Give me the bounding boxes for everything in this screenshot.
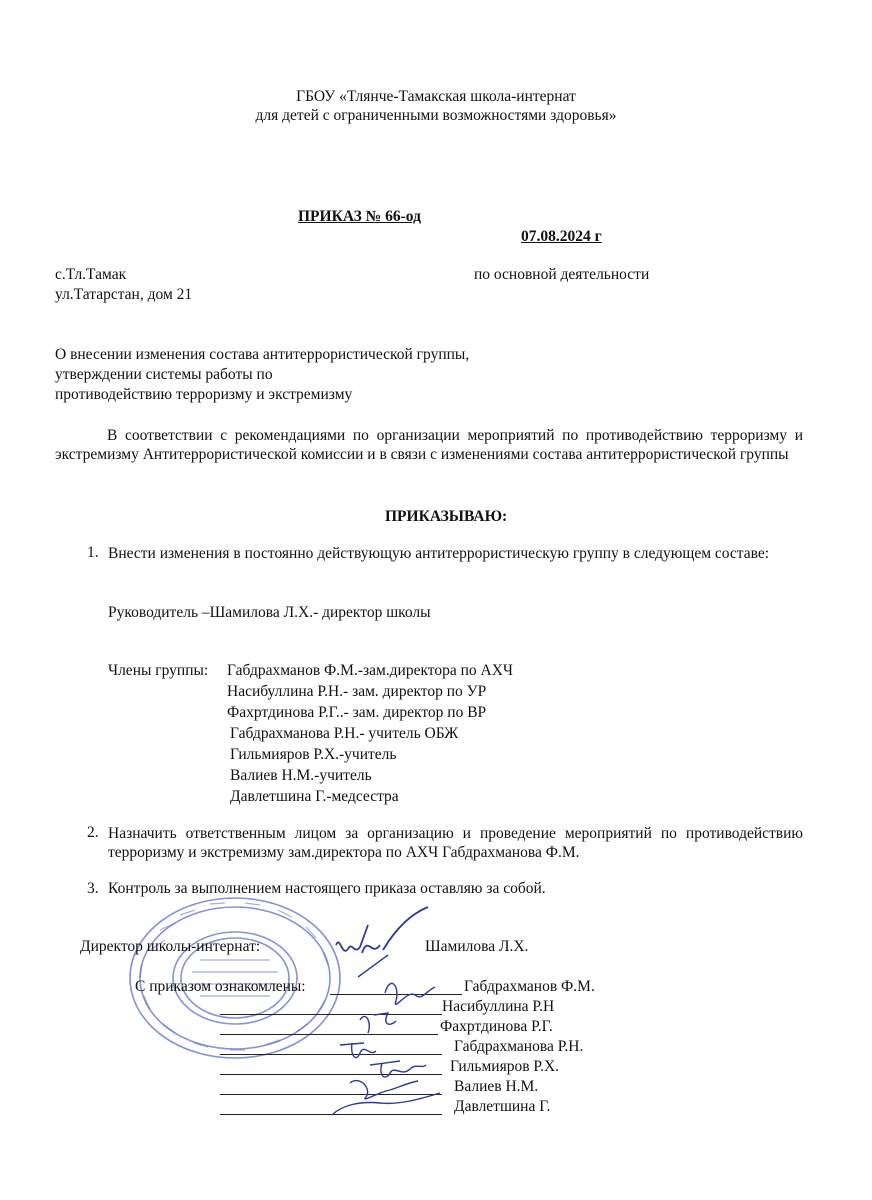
member-6: Валиев Н.М.-учитель [230,767,372,784]
acquainted-name-5: Гильмияров Р.Х. [450,1058,560,1075]
member-7: Давлетшина Г.-медсестра [230,788,399,805]
acquainted-name-6: Валиев Н.М. [454,1078,539,1095]
item1-number: 1. [87,544,99,561]
place-line2: ул.Татарстан, дом 21 [55,286,193,303]
acquainted-name-3: Фахртдинова Р.Г. [440,1018,553,1035]
place-line1: с.Тл.Тамак [55,266,127,283]
item2-text: Назначить ответственным лицом за организацию и проведение мероприятий по противодействию терроризму и экстремизму зам.директора по АХЧ Габдрахманова Ф.М. [108,825,803,861]
acquainted-name-2: Насибуллина Р.Н [442,998,555,1015]
order-date: 07.08.2024 г [521,228,602,245]
member-5: Гильмияров Р.Х.-учитель [230,746,397,763]
item3-number: 3. [87,880,99,897]
acquainted-name-1: Габдрахманов Ф.М. [464,978,595,995]
org-name-line1: ГБОУ «Тлянче-Тамакская школа-интернат [296,88,576,105]
member-4: Габдрахманова Р.Н.- учитель ОБЖ [230,725,459,742]
member-2: Насибуллина Р.Н.- зам. директор по УР [227,683,487,700]
item3-text: Контроль за выполнением настоящего приказа оставляю за собой. [108,880,546,897]
acquainted-name-4: Габдрахманова Р.Н. [454,1038,584,1055]
member-3: Фахртдинова Р.Г..- зам. директор по ВР [227,704,487,721]
acquainted-label: С приказом ознакомлены: [135,978,306,995]
member-1: Габдрахманов Ф.М.-зам.директора по АХЧ [227,662,514,679]
members-label: Члены группы: [108,662,209,679]
group-leader: Руководитель –Шамилова Л.Х.- директор школы [108,604,431,621]
org-name-line2: для детей с ограниченными возможностями здоровья» [255,107,617,124]
director-name: Шамилова Л.Х. [425,938,529,955]
item2-number: 2. [87,824,99,841]
order-category: по основной деятельности [474,266,650,283]
preamble: В соответствии с рекомендациями по организации мероприятий по противодействию терроризму и экстремизму Антитеррористической комиссии и в связи с изменениями состава антитеррористической группы [55,427,803,463]
order-word: ПРИКАЗЫВАЮ: [385,508,508,525]
acquainted-name-7: Давлетшина Г. [454,1098,551,1115]
order-title: ПРИКАЗ № 66-од [298,208,421,225]
item1-text: Внести изменения в постоянно действующую антитеррористическую группу в следующем составе: [108,545,770,562]
subject-line1: О внесении изменения состава антитеррористической группы, [55,346,470,363]
acquainted-signatures [330,965,460,1120]
subject-line3: противодействию терроризму и экстремизму [55,386,353,403]
subject-line2: утверждении системы работы по [55,366,273,383]
director-label: Директор школы-интернат: [80,938,261,955]
